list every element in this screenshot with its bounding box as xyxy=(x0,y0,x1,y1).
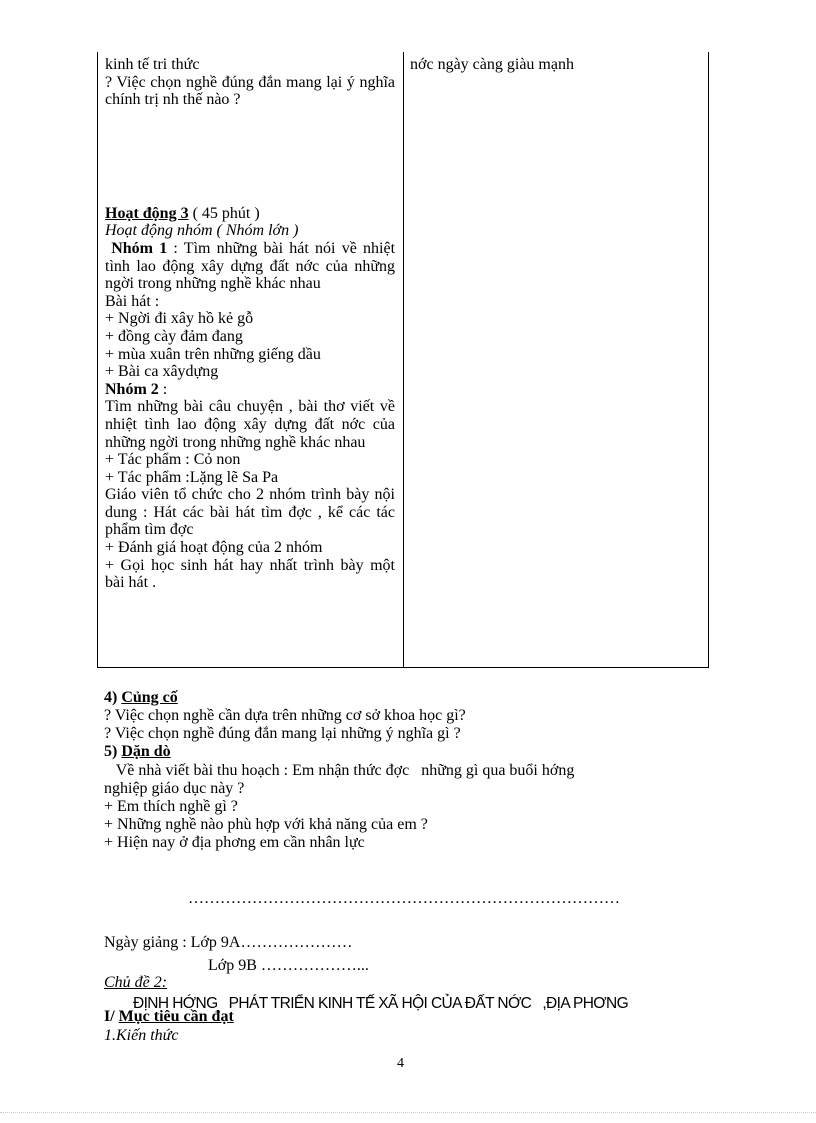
group2-heading xyxy=(105,381,395,399)
section4-title: Củng cố xyxy=(121,689,178,706)
topic-title: ĐỊNH HỚNG PHÁT TRIỂN KINH TẾ XÃ HỘI CỦA ĐẤT NỚC ,ĐỊA PHƠNG xyxy=(133,995,629,1012)
teaching-date-line2: Lớp 9B ………………... xyxy=(208,957,369,974)
teacher-text: Giáo viên tổ chức cho 2 nhóm trình bày nội dung : Hát các bài hát tìm đợc , kể các tác phẩm tìm đợc xyxy=(105,486,395,539)
left-cell xyxy=(105,56,395,592)
section5-title: Dặn dò xyxy=(121,743,171,760)
group1-text: : Tìm những bài hát nói về nhiệt tình lao động xây dựng đất nớc của những ngời trong những nghề khác nhau xyxy=(105,239,396,293)
group2-label: Nhóm 2 xyxy=(105,380,159,398)
objectives-number: I/ xyxy=(104,1008,119,1025)
separator-dots: ……………………………………………………………………… xyxy=(188,890,620,907)
section5-heading xyxy=(104,743,171,761)
right-cell-text: nớc ngày càng giàu mạnh xyxy=(410,56,574,73)
section5-line: + Em thích nghề gì ? xyxy=(104,798,238,815)
objectives-title: Mục tiêu cần đạt xyxy=(118,1008,234,1025)
work-item: + Tác phẩm : Cỏ non xyxy=(105,451,241,469)
left-cell-line: kinh tế tri thức xyxy=(105,56,200,73)
call-text: + Gọi học sinh hát hay nhất trình bày một bài hát . xyxy=(105,556,395,592)
section5-number: 5) xyxy=(104,743,122,760)
lesson-table xyxy=(97,52,709,668)
activity-heading xyxy=(105,205,395,223)
work-item: + Tác phẩm :Lặng lẽ Sa Pa xyxy=(105,468,279,486)
section4-number: 4) xyxy=(104,689,122,706)
song-item: + Bài ca xâydựng xyxy=(105,363,219,381)
section4-line: ? Việc chọn nghề cần dựa trên những cơ sở khoa học gì? xyxy=(104,707,466,724)
songs-heading: Bài hát : xyxy=(105,292,160,310)
group1-paragraph xyxy=(105,240,395,293)
eval-line: + Đánh giá hoạt động của 2 nhóm xyxy=(105,539,323,557)
activity-duration: ( 45 phút ) xyxy=(188,204,260,222)
section5-line: + Những nghề nào phù hợp với khả năng của em ? xyxy=(104,816,428,833)
left-cell-question: ? Việc chọn nghề đúng đắn mang lại ý nghĩa chính trị nh thế nào ? xyxy=(105,73,395,109)
section4-heading xyxy=(104,689,178,707)
section5-line: + Hiện nay ở địa phơng em cần nhân lực xyxy=(104,834,365,851)
column-divider xyxy=(403,52,404,667)
group2-text: Tìm những bài câu chuyện , bài thơ viết về nhiệt tình lao động xây dựng đất nớc của những ngời trong những nghề khác nhau xyxy=(105,398,395,451)
page-bottom-border xyxy=(0,1112,816,1113)
group2-suffix: : xyxy=(158,380,168,398)
section5-line: nghiệp giáo dục này ? xyxy=(104,780,245,797)
section5-line: Về nhà viết bài thu hoạch : Em nhận thức đợc những gì qua buổi hớng xyxy=(104,762,575,779)
group1-label: Nhóm 1 xyxy=(111,239,168,257)
knowledge-label: 1.Kiến thức xyxy=(104,1027,179,1044)
page-number: 4 xyxy=(397,1056,404,1071)
topic-label: Chủ đề 2: xyxy=(104,974,168,991)
song-item: + Ngời đi xây hồ kẻ gỗ xyxy=(105,310,254,328)
song-item: + đồng cày đảm đang xyxy=(105,327,243,345)
activity-title: Hoạt động 3 xyxy=(105,204,189,222)
song-item: + mùa xuân trên những giếng dầu xyxy=(105,345,321,363)
activity-subtitle: Hoạt động nhóm ( Nhóm lớn ) xyxy=(105,222,299,240)
teaching-date-line1: Ngày giảng : Lớp 9A………………… xyxy=(104,934,353,951)
right-cell xyxy=(410,56,700,74)
objectives-heading xyxy=(104,1008,234,1026)
section4-line: ? Việc chọn nghề đúng đắn mang lại những ý nghĩa gì ? xyxy=(104,725,461,742)
